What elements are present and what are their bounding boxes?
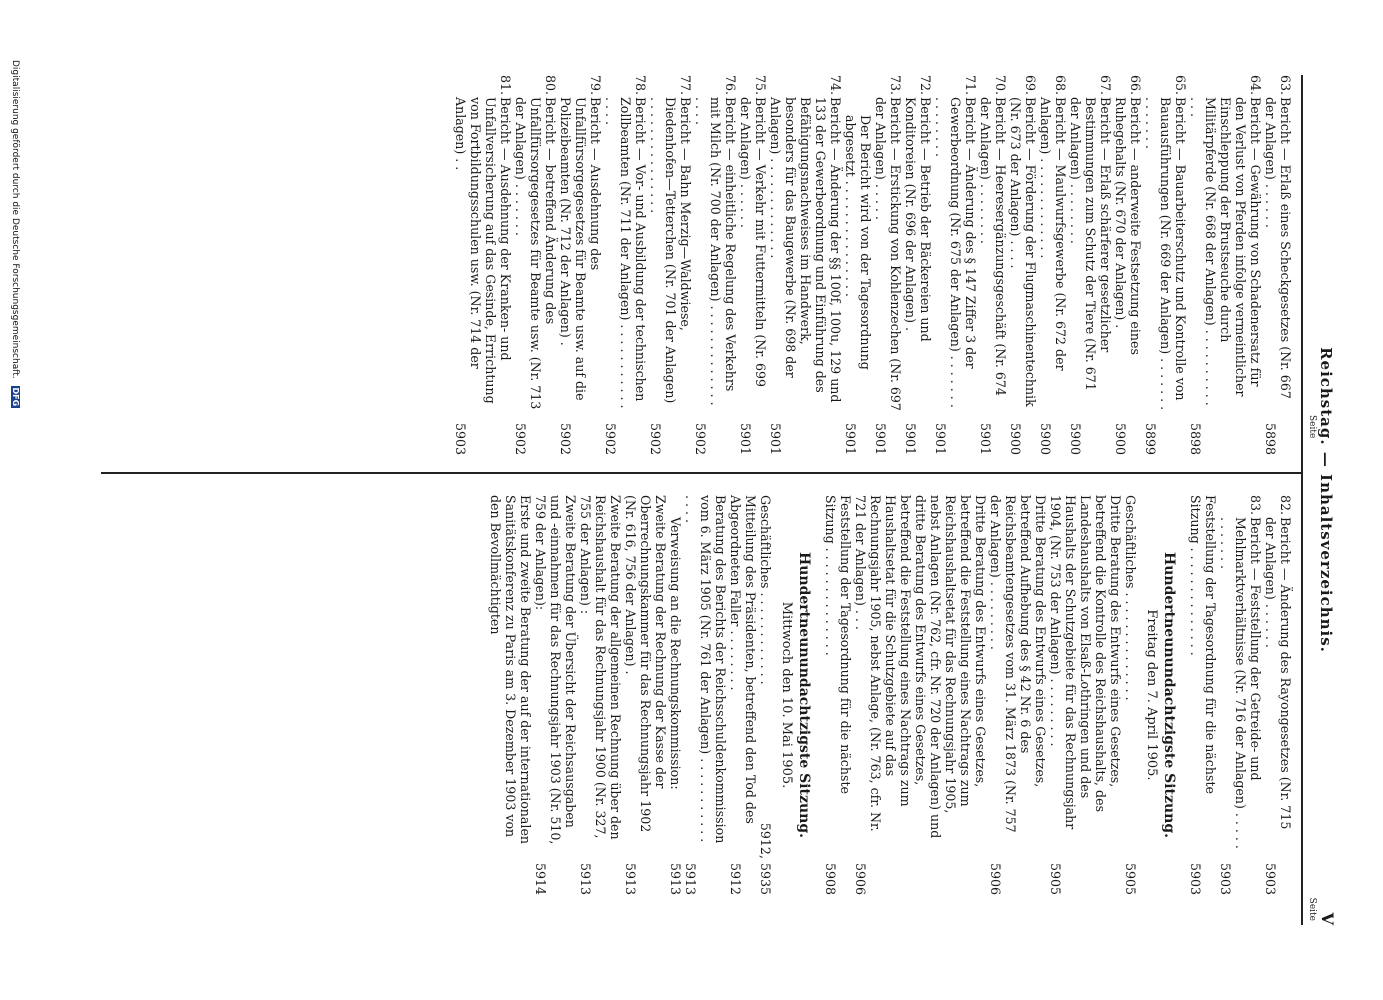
seite-label-left: Seite	[1307, 415, 1317, 439]
page-reference: 5901	[738, 422, 753, 455]
entry-number: 65.	[1173, 75, 1188, 96]
page-reference: 5898	[1263, 422, 1278, 455]
toc-entry	[728, 495, 758, 895]
entry-number: 69.	[1023, 75, 1038, 96]
toc-entry	[488, 495, 533, 895]
entry-text: Bericht — Maulwurfsgewerbe (Nr. 672 der Anlagen) . . . . . . . . . . . . .	[1038, 97, 1068, 371]
entry-text: Feststellung der Tagesordnung für die nächste Sitzung . . . . . . . . . . . . . .	[1188, 495, 1218, 794]
entry-text: Geschäftliches . . . . . . . . . . . .	[758, 495, 773, 685]
toc-entry	[623, 495, 668, 895]
toc-entry	[1263, 75, 1293, 455]
entry-text: Bericht — Ausdehnung der Kranken- und Unfallversicherung auf das Gesinde, Errichtung von Fortbildungsschulen usw. (Nr. 714 der Anlagen) . .	[453, 97, 513, 404]
toc-entry	[823, 495, 853, 895]
page-header	[1301, 75, 1343, 925]
page-reference: 5900	[1038, 422, 1053, 455]
session-title: Hundertneunundachtzigste Sitzung.	[1161, 551, 1177, 838]
entry-text: Zweite Beratung der Übersicht der Reichsausgaben und -einnahmen für das Rechnungsjahr 1903 (Nr. 510, 759 der Anlagen):	[533, 495, 578, 845]
entry-text: Bericht — Betrieb der Bäckereien und Konditoreien (Nr. 696 der Anlagen) .	[903, 97, 933, 342]
entry-number: 76.	[723, 75, 738, 96]
page-reference: 5900	[1068, 422, 1083, 455]
toc-entry	[1038, 75, 1068, 455]
seite-label-right: Seite	[1307, 897, 1317, 921]
page-reference: 5898	[1188, 422, 1203, 455]
page-reference: 5901	[903, 422, 918, 455]
entry-text: Zweite Beratung der Rechnung der Kasse der Oberrechnungskammer für das Rechnungsjahr 1902 (Nr. 616, 756 der Anlagen) .	[623, 495, 668, 833]
page-reference: 5899	[1143, 422, 1158, 455]
entry-text: Bericht — Änderung des § 147 Ziffer 3 der Gewerbeordnung (Nr. 675 der Anlagen) . . . . . . . . . . . . . . .	[933, 97, 978, 408]
entry-text: Erste und zweite Beratung der auf der internationalen Sanitätskonferenz zu Paris am 3. Dezember 1903 von den Bevollmächtigten	[488, 495, 533, 845]
page-reference: 5901	[873, 422, 888, 455]
toc-entry	[738, 75, 768, 455]
note-text: Der Bericht wird von der Tagesordnung abgesetzt . . . . . . . . . . . . . . .	[843, 115, 873, 370]
entry-number: 72.	[918, 75, 933, 96]
entry-text: Bericht — Vor- und Ausbildung der technischen Zollbeamten (Nr. 711 der Anlagen) . . . . . . . . . . . . . . .	[603, 97, 648, 409]
entry-text: Bericht — Änderung des Rayongesetzes (Nr. 715 der Anlagen) . . . . . .	[1263, 517, 1293, 830]
toc-entry	[1113, 75, 1143, 455]
toc-entry	[533, 495, 578, 895]
column-divider	[101, 472, 1301, 474]
page-reference: 5914	[533, 862, 548, 895]
left-column	[453, 75, 1293, 455]
session-date: Mittwoch den 10. Mai 1905.	[779, 601, 794, 789]
entry-text: Bericht — Bauarbeiterschutz und Kontrolle von Bauausführungen (Nr. 669 der Anlagen) . . . . . . . . . . . . . .	[1143, 97, 1188, 411]
entry-number: 73.	[888, 75, 903, 96]
page-reference: 5905	[1123, 862, 1138, 895]
page-reference: 5912, 5935	[758, 822, 773, 895]
page-reference: 5913	[683, 862, 698, 895]
entry-text: Bericht — anderweite Festsetzung eines Ruhegehalts (Nr. 670 der Anlagen) .	[1113, 97, 1143, 355]
page-reference: 5903	[1218, 862, 1233, 895]
entry-number: 78.	[633, 75, 648, 96]
entry-text: Beratung des Berichts der Reichsschuldenkommission vom 6. März 1905 (Nr. 761 der Anlagen) . . . . . . . . . . . . . . .	[683, 495, 728, 844]
page-reference: 5902	[693, 422, 708, 455]
entry-text: Bericht — Feststellung der Getreide- und Mehlmarktverhältnisse (Nr. 716 der Anlagen) . . . . . . . . . . . .	[1218, 517, 1263, 849]
page-reference: 5901	[843, 422, 858, 455]
toc-note	[843, 75, 873, 455]
toc-entry	[558, 75, 603, 455]
dfg-logo-icon: DFG	[11, 387, 20, 407]
page-reference: 5901	[768, 422, 783, 455]
page-reference: 5906	[853, 862, 868, 895]
entry-number: 67.	[1098, 75, 1113, 96]
toc-entry	[648, 75, 693, 455]
page-reference: 5908	[823, 862, 838, 895]
entry-text: Dritte Beratung des Entwurfs eines Gesetzes, betreffend die Kontrolle des Reichshaushalts, des Landeshaushalts von Elsaß-Lothringen und des Haushalts der Schutzgebiete für das Rechnungsjahr 1904, (Nr. 753 der Anlagen) . . . . . . . . .	[1048, 495, 1123, 830]
toc-entry	[603, 75, 648, 455]
page-reference: 5903	[1188, 862, 1203, 895]
entry-text: Bericht — Gewährung von Schadenersatz für den Verlust von Pferden infolge vermeintlicher Einschleppung der Brustseuche durch Militärpferde (Nr. 668 der Anlagen) . . . . . . . . . . . . .	[1188, 97, 1263, 406]
toc-entry	[1123, 495, 1138, 895]
toc-entry	[513, 75, 558, 455]
session-title: Hundertneunundachtzigste Sitzung.	[796, 551, 812, 838]
entry-number: 71.	[963, 75, 978, 96]
entry-text: Verweisung an die Rechnungskommission:	[668, 517, 683, 790]
toc-entry	[1068, 75, 1113, 455]
right-column	[488, 495, 1293, 895]
page-reference: 5903	[453, 422, 468, 455]
toc-entry	[1263, 495, 1293, 895]
toc-entry	[873, 75, 903, 455]
page-reference: 5902	[648, 422, 663, 455]
page-reference: 5902	[603, 422, 618, 455]
entry-number: 79.	[588, 75, 603, 96]
page-reference: 5902	[513, 422, 528, 455]
entry-text: Feststellung der Tagesordnung für die nächste Sitzung . . . . . . . . . . . . . .	[823, 495, 853, 794]
toc-entry	[668, 495, 683, 895]
entry-text: Bericht — Bahn Merzig—Waldwiese, Diedenhofen—Tetterchen (Nr. 701 der Anlagen) . . . . . . . . . . . . . . .	[648, 97, 693, 404]
page-number: V	[1318, 912, 1337, 925]
toc-entry	[1188, 495, 1218, 895]
digitization-credit	[10, 60, 20, 408]
toc-entry	[1008, 75, 1038, 455]
page-reference: 5906	[988, 862, 1003, 895]
toc-entry	[988, 495, 1048, 895]
entry-number: 77.	[678, 75, 693, 96]
toc-entry	[978, 75, 1008, 455]
page-reference: 5913	[668, 862, 683, 895]
toc-entry	[903, 75, 933, 455]
entry-text: Bericht — Ausdehnung des Unfallfürsorgegesetzes für Beamte usw. auf die Polizeibeamten (Nr. 712 der Anlagen) .	[558, 97, 603, 401]
entry-text: Dritte Beratung des Entwurfs eines Gesetzes, betreffend Aufhebung des § 42 Nr. 6 des Reichsbeamtengesetzes vom 31. März 1873 (Nr. 757 der Anlagen) . . . . . . . . .	[988, 495, 1048, 833]
credit-text: Digitalisierung gefördert durch die Deutsche Forschungsgemeinschaft.	[10, 60, 20, 379]
entry-number: 83.	[1248, 495, 1263, 516]
page-reference: 5901	[978, 422, 993, 455]
toc-entry	[1143, 75, 1188, 455]
entry-text: Bericht — Heeresergänzungsgeschäft (Nr. 674 der Anlagen) . . . . . . . .	[978, 97, 1008, 396]
entry-text: Bericht — Erlaß eines Scheckgesetzes (Nr. 667 der Anlagen) . . . . . .	[1263, 97, 1293, 399]
page-reference: 5903	[1263, 862, 1278, 895]
entry-number: 64.	[1248, 75, 1263, 96]
toc-entry	[1218, 495, 1263, 895]
toc-entry	[1048, 495, 1123, 895]
page-reference: 5905	[1048, 862, 1063, 895]
entry-text: Geschäftliches . . . . . . . . . . . . . .	[1123, 495, 1138, 701]
entry-text: Bericht — Verkehr mit Futtermitteln (Nr. 699 der Anlagen) . . . . . .	[738, 97, 768, 387]
entry-number: 66.	[1128, 75, 1143, 96]
page-reference: 5900	[1113, 422, 1128, 455]
page-reference: 5902	[558, 422, 573, 455]
entry-number: 75.	[753, 75, 768, 96]
page-reference: 5913	[578, 862, 593, 895]
entry-text: Bericht — Erstickung von Kohlenzechen (Nr. 697 der Anlagen) . . . . .	[873, 97, 903, 411]
right-top-entries	[1188, 495, 1293, 895]
entry-number: 63.	[1278, 75, 1293, 96]
entry-number: 81.	[498, 75, 513, 96]
page-reference: 5913	[623, 862, 638, 895]
toc-entry	[758, 495, 773, 895]
entry-number: 74.	[828, 75, 843, 96]
entry-text: Bericht — Förderung der Flugmaschinentechnik (Nr. 673 der Anlagen) . . . .	[1008, 97, 1038, 407]
toc-entry	[453, 75, 513, 455]
entry-number: 68.	[1053, 75, 1068, 96]
entry-text: Bericht — betreffend Änderung des Unfallfürsorgegesetzes für Beamte usw. (Nr. 713 der Anlagen) . . . . . . .	[513, 97, 558, 410]
page-reference: 5900	[1008, 422, 1023, 455]
toc-entry	[683, 495, 728, 895]
entry-text: Bericht — einheitliche Regelung des Verkehrs mit Milch (Nr. 700 der Anlagen) . . . . . . . . . . . . . . . . .	[693, 97, 738, 406]
page-reference: 5912	[728, 862, 743, 895]
toc-entry	[853, 495, 988, 895]
toc-entry	[933, 75, 978, 455]
session-date: Freitag den 7. April 1905.	[1144, 609, 1159, 781]
entry-number: 70.	[993, 75, 1008, 96]
page-reference: 5901	[933, 422, 948, 455]
session-entries	[823, 495, 1138, 895]
entry-text: Bericht — Erlaß schärferer gesetzlicher Bestimmungen zum Schutz der Tiere (Nr. 671 der Anlagen) . . . . . . . .	[1068, 97, 1113, 391]
toc-entry	[768, 75, 843, 455]
session-entries	[488, 495, 773, 895]
running-title: Reichstag. — Inhaltsverzeichnis.	[1317, 347, 1335, 653]
entry-number: 80.	[543, 75, 558, 96]
entry-text: Dritte Beratung des Entwurfs eines Gesetzes, betreffend die Feststellung eines Nachtrags zum Reichshaushaltsetat für das Rechnungsjahr 1905, nebst Anlagen (Nr. 762, cfr. Nr. 720 der Anlagen) und dritte Beratung des Entwurfs eines Gesetzes, betreffend die Feststellung eines Nachtrags zum Haushaltsetat für die Schutzgebiete auf das Rechnungsjahr 1905, nebst Anlage, (Nr. 763, cfr. Nr. 721 der Anlagen) . . .	[853, 495, 988, 839]
toc-entry	[1188, 75, 1263, 455]
toc-entry	[693, 75, 738, 455]
entry-text: Bericht — Änderung der §§ 100f, 100u, 129 und 133 der Gewerbeordnung und Einführung des Befähigungsnachweises im Handwerk, besonders für das Baugewerbe (Nr. 698 der Anlagen) . . . . . . . . . . . . .	[768, 97, 843, 403]
entry-number: 82.	[1278, 495, 1293, 516]
entry-text: Mitteilung des Präsidenten, betreffend den Tod des Abgeordneten Faller . . . . . . . .	[728, 495, 758, 824]
entry-text: Zweite Beratung der allgemeinen Rechnung über den Reichshaushalt für das Rechnungsjahr 1900 (Nr. 327, 755 der Anlagen) :	[578, 495, 623, 840]
toc-entry	[578, 495, 623, 895]
